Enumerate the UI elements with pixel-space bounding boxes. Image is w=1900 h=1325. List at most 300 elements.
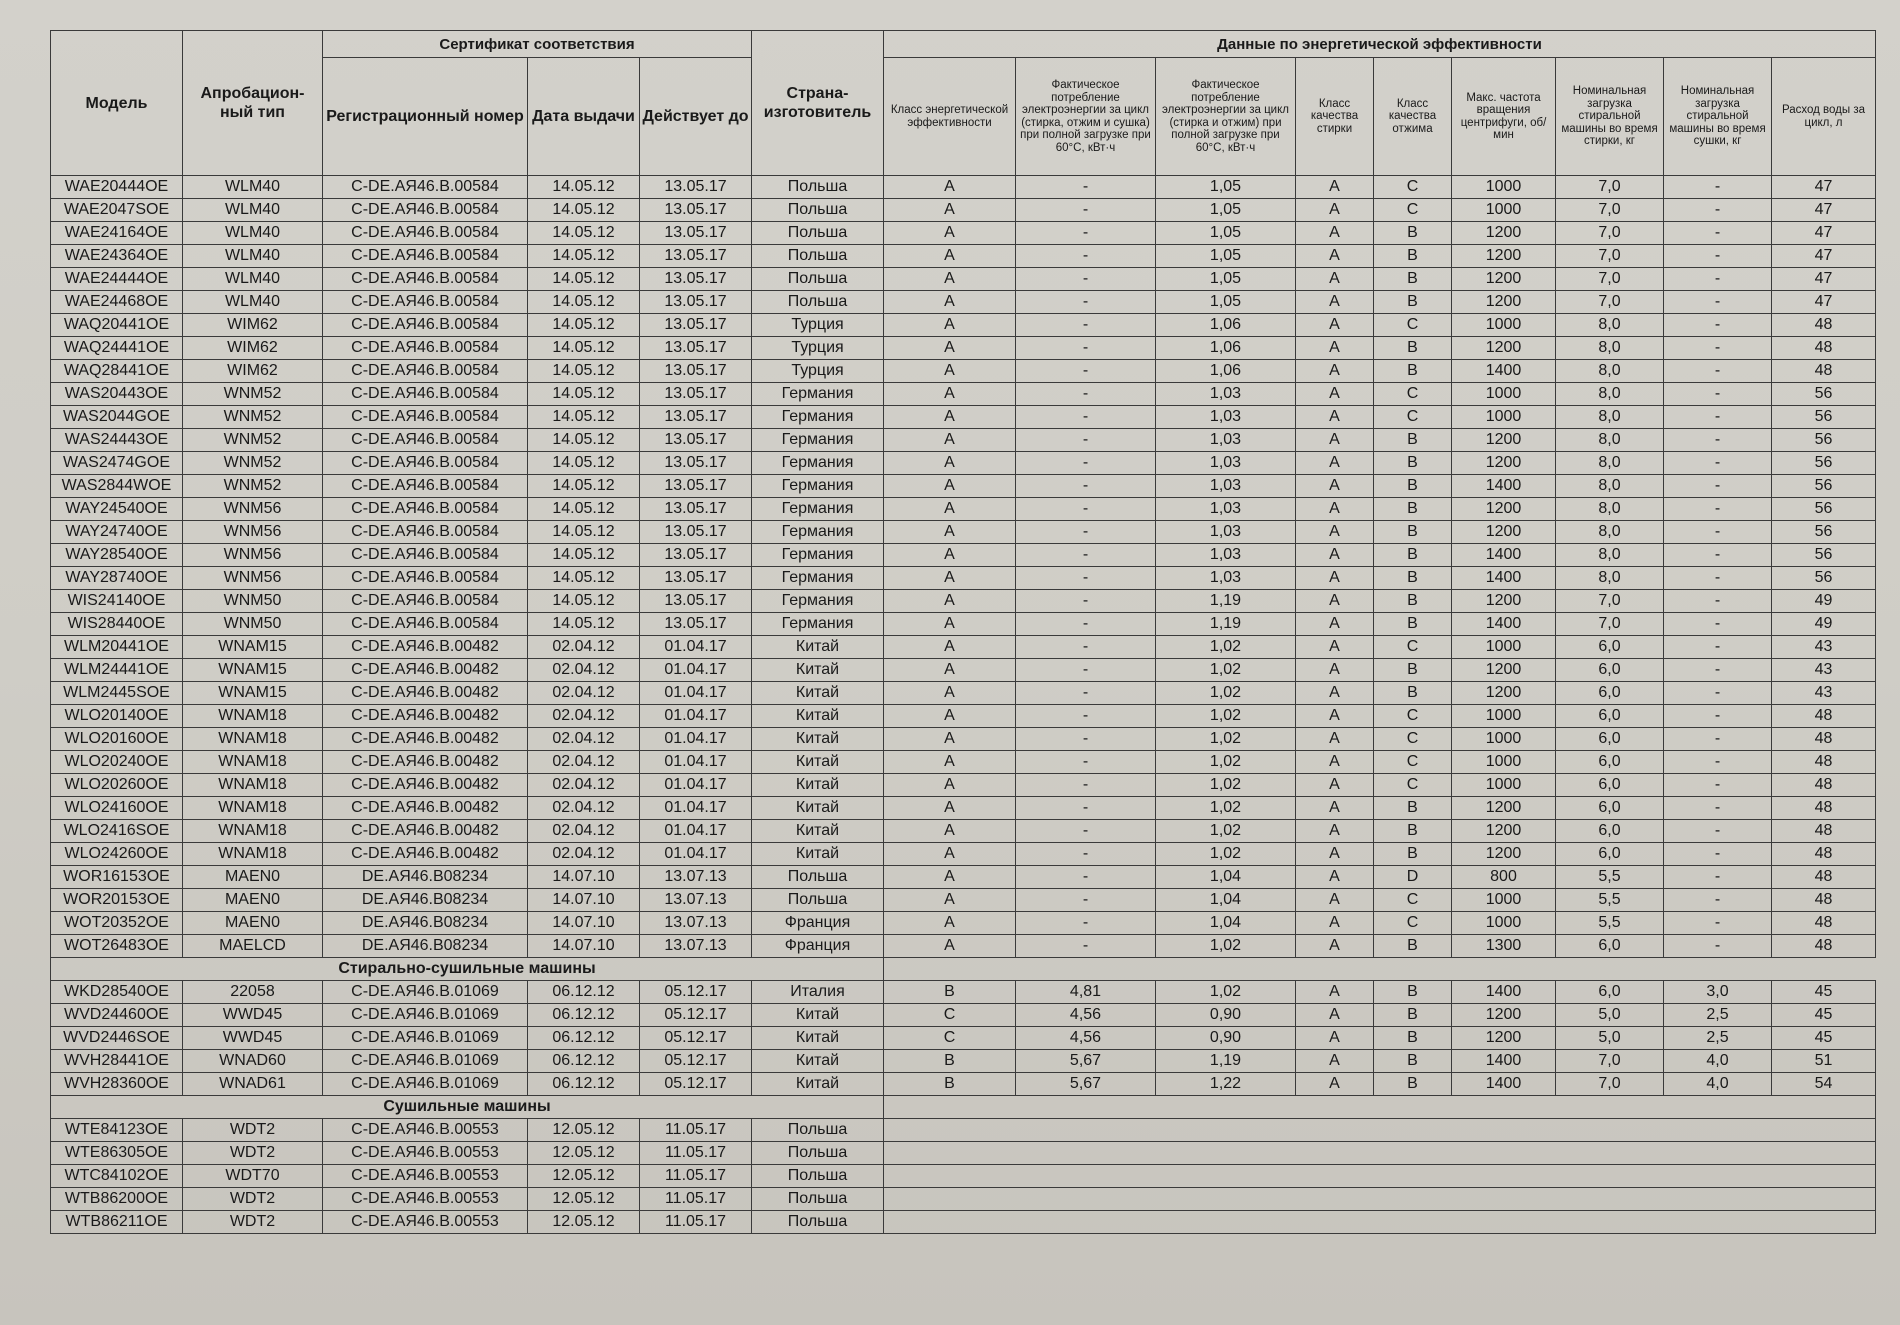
cell-energy-wash-spin: 1,02 bbox=[1156, 981, 1296, 1004]
table-row bbox=[51, 774, 1876, 797]
cell-issue-date: 14.05.12 bbox=[528, 360, 640, 383]
cell-spin-quality: B bbox=[1374, 291, 1452, 314]
cell-energy-wash-spin: 1,03 bbox=[1156, 452, 1296, 475]
table-row bbox=[51, 889, 1876, 912]
section-spacer bbox=[884, 958, 1876, 981]
cell-model: WKD28540OE bbox=[51, 981, 183, 1004]
cell-reg-number: C-DE.АЯ46.В.01069 bbox=[323, 981, 528, 1004]
cell-load-wash: 6,0 bbox=[1556, 728, 1664, 751]
cell-spin-quality: B bbox=[1374, 981, 1452, 1004]
cell-load-dry: - bbox=[1664, 751, 1772, 774]
cell-max-rpm: 1400 bbox=[1452, 475, 1556, 498]
cell-valid-until: 11.05.17 bbox=[640, 1142, 752, 1165]
cell-load-dry: - bbox=[1664, 705, 1772, 728]
cell-valid-until: 13.05.17 bbox=[640, 567, 752, 590]
cell-country: Германия bbox=[752, 406, 884, 429]
cell-max-rpm: 1200 bbox=[1452, 1004, 1556, 1027]
cell-energy-class: C bbox=[884, 1004, 1016, 1027]
cell-wash-quality: A bbox=[1296, 222, 1374, 245]
certificate-table bbox=[50, 30, 1876, 1234]
cell-wash-quality: A bbox=[1296, 383, 1374, 406]
table-row bbox=[51, 452, 1876, 475]
cell-water: 48 bbox=[1772, 889, 1876, 912]
cell-max-rpm: 1200 bbox=[1452, 498, 1556, 521]
cell-energy-wash-spin: 1,22 bbox=[1156, 1073, 1296, 1096]
cell-load-dry: - bbox=[1664, 567, 1772, 590]
cell-valid-until: 13.05.17 bbox=[640, 521, 752, 544]
cell-load-dry: 3,0 bbox=[1664, 981, 1772, 1004]
cell-energy-wash-dry: - bbox=[1016, 912, 1156, 935]
cell-energy-wash-spin: 1,03 bbox=[1156, 383, 1296, 406]
cell-spin-quality: B bbox=[1374, 659, 1452, 682]
cell-max-rpm: 1400 bbox=[1452, 1073, 1556, 1096]
cell-max-rpm: 1000 bbox=[1452, 406, 1556, 429]
cell-country: Польша bbox=[752, 245, 884, 268]
table-row bbox=[51, 1188, 1876, 1211]
cell-spin-quality: B bbox=[1374, 935, 1452, 958]
cell-wash-quality: A bbox=[1296, 1073, 1374, 1096]
cell-approval-type: WIM62 bbox=[183, 360, 323, 383]
cell-load-wash: 7,0 bbox=[1556, 1050, 1664, 1073]
cell-energy-wash-dry: - bbox=[1016, 222, 1156, 245]
col-load-dry-header: Номинальная загрузка стиральной машины во время сушки, кг bbox=[1664, 58, 1772, 176]
cell-reg-number: C-DE.АЯ46.В.00584 bbox=[323, 613, 528, 636]
cell-spin-quality: B bbox=[1374, 590, 1452, 613]
cell-model: WOT26483OE bbox=[51, 935, 183, 958]
cell-spin-quality: C bbox=[1374, 636, 1452, 659]
cell-country: Польша bbox=[752, 866, 884, 889]
cell-issue-date: 14.05.12 bbox=[528, 176, 640, 199]
cell-energy-class: A bbox=[884, 544, 1016, 567]
col-energy-class-header: Класс энергетической эффективности bbox=[884, 58, 1016, 176]
cell-valid-until: 01.04.17 bbox=[640, 705, 752, 728]
cell-valid-until: 13.05.17 bbox=[640, 176, 752, 199]
table-row bbox=[51, 544, 1876, 567]
cell-reg-number: C-DE.АЯ46.В.00553 bbox=[323, 1211, 528, 1234]
cell-model: WAS2474GOE bbox=[51, 452, 183, 475]
cell-issue-date: 14.05.12 bbox=[528, 567, 640, 590]
cell-wash-quality: A bbox=[1296, 406, 1374, 429]
cell-water: 47 bbox=[1772, 268, 1876, 291]
cell-model: WAQ20441OE bbox=[51, 314, 183, 337]
cell-energy-wash-dry: - bbox=[1016, 498, 1156, 521]
cell-energy-wash-dry: - bbox=[1016, 291, 1156, 314]
cell-max-rpm: 1400 bbox=[1452, 1050, 1556, 1073]
cell-reg-number: C-DE.АЯ46.В.00584 bbox=[323, 475, 528, 498]
cell-max-rpm: 1000 bbox=[1452, 774, 1556, 797]
cell-energy-class: A bbox=[884, 866, 1016, 889]
cell-country: Китай bbox=[752, 1050, 884, 1073]
empty-area bbox=[884, 1188, 1876, 1211]
cell-water: 48 bbox=[1772, 337, 1876, 360]
section-title: Стирально-сушильные машины bbox=[51, 958, 884, 981]
cell-water: 45 bbox=[1772, 981, 1876, 1004]
cell-load-dry: - bbox=[1664, 199, 1772, 222]
cell-energy-wash-dry: - bbox=[1016, 544, 1156, 567]
cell-energy-class: A bbox=[884, 383, 1016, 406]
cell-issue-date: 14.05.12 bbox=[528, 544, 640, 567]
cell-country: Китай bbox=[752, 1073, 884, 1096]
cell-approval-type: WLM40 bbox=[183, 176, 323, 199]
cell-country: Китай bbox=[752, 705, 884, 728]
cell-valid-until: 13.05.17 bbox=[640, 498, 752, 521]
cell-energy-class: A bbox=[884, 935, 1016, 958]
cell-wash-quality: A bbox=[1296, 613, 1374, 636]
cell-model: WLO24260OE bbox=[51, 843, 183, 866]
cell-spin-quality: C bbox=[1374, 314, 1452, 337]
table-row bbox=[51, 751, 1876, 774]
cell-country: Китай bbox=[752, 1004, 884, 1027]
cell-energy-wash-spin: 1,06 bbox=[1156, 337, 1296, 360]
cell-energy-class: A bbox=[884, 843, 1016, 866]
empty-area bbox=[884, 1165, 1876, 1188]
cell-approval-type: WNAM18 bbox=[183, 751, 323, 774]
table-row bbox=[51, 429, 1876, 452]
cell-approval-type: WIM62 bbox=[183, 337, 323, 360]
cell-energy-class: A bbox=[884, 567, 1016, 590]
cell-model: WAY28540OE bbox=[51, 544, 183, 567]
cell-spin-quality: B bbox=[1374, 1073, 1452, 1096]
cell-issue-date: 14.05.12 bbox=[528, 199, 640, 222]
cell-energy-wash-spin: 1,02 bbox=[1156, 820, 1296, 843]
table-row bbox=[51, 360, 1876, 383]
table-row bbox=[51, 682, 1876, 705]
cell-water: 56 bbox=[1772, 429, 1876, 452]
cell-energy-wash-spin: 1,04 bbox=[1156, 912, 1296, 935]
cell-country: Франция bbox=[752, 935, 884, 958]
cell-water: 48 bbox=[1772, 314, 1876, 337]
cell-issue-date: 12.05.12 bbox=[528, 1188, 640, 1211]
table-row bbox=[51, 659, 1876, 682]
cell-model: WTB86211OE bbox=[51, 1211, 183, 1234]
cell-reg-number: C-DE.АЯ46.В.00553 bbox=[323, 1188, 528, 1211]
cell-issue-date: 14.05.12 bbox=[528, 383, 640, 406]
cell-load-wash: 5,5 bbox=[1556, 866, 1664, 889]
cell-water: 47 bbox=[1772, 199, 1876, 222]
table-row bbox=[51, 521, 1876, 544]
cell-load-wash: 7,0 bbox=[1556, 222, 1664, 245]
cell-load-dry: - bbox=[1664, 245, 1772, 268]
cell-load-wash: 5,5 bbox=[1556, 889, 1664, 912]
cell-energy-class: A bbox=[884, 820, 1016, 843]
cell-energy-wash-dry: 4,81 bbox=[1016, 981, 1156, 1004]
cell-reg-number: C-DE.АЯ46.В.00584 bbox=[323, 176, 528, 199]
table-row bbox=[51, 866, 1876, 889]
cell-valid-until: 13.05.17 bbox=[640, 590, 752, 613]
cell-spin-quality: B bbox=[1374, 429, 1452, 452]
cell-load-dry: 2,5 bbox=[1664, 1004, 1772, 1027]
table-row bbox=[51, 176, 1876, 199]
cell-energy-wash-dry: - bbox=[1016, 429, 1156, 452]
cell-country: Турция bbox=[752, 337, 884, 360]
cell-issue-date: 14.05.12 bbox=[528, 590, 640, 613]
cell-issue-date: 14.05.12 bbox=[528, 268, 640, 291]
cell-reg-number: C-DE.АЯ46.В.01069 bbox=[323, 1073, 528, 1096]
cell-load-wash: 8,0 bbox=[1556, 475, 1664, 498]
cell-country: Германия bbox=[752, 498, 884, 521]
cell-valid-until: 05.12.17 bbox=[640, 1050, 752, 1073]
cell-valid-until: 11.05.17 bbox=[640, 1188, 752, 1211]
cell-model: WOT20352OE bbox=[51, 912, 183, 935]
cell-reg-number: C-DE.АЯ46.В.00482 bbox=[323, 728, 528, 751]
cell-energy-wash-spin: 1,05 bbox=[1156, 176, 1296, 199]
cell-energy-wash-spin: 1,02 bbox=[1156, 797, 1296, 820]
cell-model: WVH28441OE bbox=[51, 1050, 183, 1073]
cell-reg-number: C-DE.АЯ46.В.00584 bbox=[323, 291, 528, 314]
table-row bbox=[51, 981, 1876, 1004]
table-body bbox=[51, 176, 1876, 1234]
table-row bbox=[51, 843, 1876, 866]
table-row bbox=[51, 590, 1876, 613]
cell-model: WAE2047SOE bbox=[51, 199, 183, 222]
cell-spin-quality: C bbox=[1374, 751, 1452, 774]
cell-approval-type: WNM56 bbox=[183, 521, 323, 544]
cell-energy-class: A bbox=[884, 291, 1016, 314]
cell-country: Германия bbox=[752, 567, 884, 590]
cell-energy-class: A bbox=[884, 406, 1016, 429]
cell-energy-wash-spin: 1,05 bbox=[1156, 291, 1296, 314]
cell-max-rpm: 1200 bbox=[1452, 1027, 1556, 1050]
table-row bbox=[51, 291, 1876, 314]
cell-wash-quality: A bbox=[1296, 774, 1374, 797]
cell-valid-until: 11.05.17 bbox=[640, 1119, 752, 1142]
cell-model: WLM20441OE bbox=[51, 636, 183, 659]
cell-approval-type: WNAD61 bbox=[183, 1073, 323, 1096]
cell-water: 48 bbox=[1772, 728, 1876, 751]
cell-energy-wash-dry: - bbox=[1016, 199, 1156, 222]
cell-valid-until: 13.05.17 bbox=[640, 475, 752, 498]
cell-water: 48 bbox=[1772, 866, 1876, 889]
cell-model: WIS28440OE bbox=[51, 613, 183, 636]
cell-spin-quality: C bbox=[1374, 912, 1452, 935]
cell-load-wash: 7,0 bbox=[1556, 199, 1664, 222]
cell-water: 56 bbox=[1772, 567, 1876, 590]
cell-issue-date: 06.12.12 bbox=[528, 1073, 640, 1096]
cell-water: 43 bbox=[1772, 659, 1876, 682]
cell-wash-quality: A bbox=[1296, 912, 1374, 935]
cell-energy-wash-dry: - bbox=[1016, 406, 1156, 429]
section-spacer bbox=[884, 1096, 1876, 1119]
cell-reg-number: C-DE.АЯ46.В.00482 bbox=[323, 636, 528, 659]
cell-wash-quality: A bbox=[1296, 1050, 1374, 1073]
cell-energy-wash-spin: 1,03 bbox=[1156, 544, 1296, 567]
cell-energy-class: B bbox=[884, 1050, 1016, 1073]
cell-wash-quality: A bbox=[1296, 291, 1374, 314]
cell-reg-number: C-DE.АЯ46.В.00584 bbox=[323, 199, 528, 222]
cell-approval-type: WDT2 bbox=[183, 1119, 323, 1142]
cell-load-dry: - bbox=[1664, 475, 1772, 498]
col-max-rpm-header: Макс. частота вращения центрифуги, об/мин bbox=[1452, 58, 1556, 176]
cell-wash-quality: A bbox=[1296, 544, 1374, 567]
cell-issue-date: 06.12.12 bbox=[528, 1050, 640, 1073]
cell-load-wash: 8,0 bbox=[1556, 452, 1664, 475]
cell-issue-date: 02.04.12 bbox=[528, 659, 640, 682]
cell-energy-class: A bbox=[884, 728, 1016, 751]
cell-approval-type: WNM56 bbox=[183, 498, 323, 521]
cell-approval-type: WLM40 bbox=[183, 291, 323, 314]
cell-load-dry: - bbox=[1664, 268, 1772, 291]
cell-energy-wash-dry: - bbox=[1016, 728, 1156, 751]
cell-energy-wash-spin: 1,04 bbox=[1156, 866, 1296, 889]
cell-energy-wash-dry: - bbox=[1016, 452, 1156, 475]
cell-approval-type: WNM50 bbox=[183, 613, 323, 636]
cell-load-dry: - bbox=[1664, 820, 1772, 843]
cell-approval-type: WNAD60 bbox=[183, 1050, 323, 1073]
cell-model: WAY28740OE bbox=[51, 567, 183, 590]
cell-approval-type: WNM52 bbox=[183, 475, 323, 498]
cell-approval-type: WDT2 bbox=[183, 1142, 323, 1165]
cell-country: Франция bbox=[752, 912, 884, 935]
table-row bbox=[51, 567, 1876, 590]
cell-issue-date: 12.05.12 bbox=[528, 1165, 640, 1188]
cell-spin-quality: B bbox=[1374, 820, 1452, 843]
cell-energy-class: A bbox=[884, 590, 1016, 613]
cell-load-wash: 5,0 bbox=[1556, 1004, 1664, 1027]
cell-wash-quality: A bbox=[1296, 705, 1374, 728]
cell-max-rpm: 1200 bbox=[1452, 797, 1556, 820]
table-row bbox=[51, 1211, 1876, 1234]
cell-valid-until: 13.05.17 bbox=[640, 452, 752, 475]
cell-issue-date: 06.12.12 bbox=[528, 1027, 640, 1050]
cell-water: 54 bbox=[1772, 1073, 1876, 1096]
section-header-row bbox=[51, 958, 1876, 981]
cell-max-rpm: 1400 bbox=[1452, 613, 1556, 636]
cell-reg-number: C-DE.АЯ46.В.00553 bbox=[323, 1165, 528, 1188]
cell-valid-until: 11.05.17 bbox=[640, 1165, 752, 1188]
cell-reg-number: C-DE.АЯ46.В.00584 bbox=[323, 383, 528, 406]
cell-load-wash: 6,0 bbox=[1556, 935, 1664, 958]
cell-country: Китай bbox=[752, 682, 884, 705]
cell-load-wash: 7,0 bbox=[1556, 291, 1664, 314]
cell-spin-quality: B bbox=[1374, 498, 1452, 521]
cell-approval-type: WNAM18 bbox=[183, 797, 323, 820]
cell-reg-number: C-DE.АЯ46.В.00584 bbox=[323, 314, 528, 337]
cell-valid-until: 01.04.17 bbox=[640, 728, 752, 751]
cell-load-dry: - bbox=[1664, 176, 1772, 199]
cell-model: WAE24164OE bbox=[51, 222, 183, 245]
cell-max-rpm: 1200 bbox=[1452, 245, 1556, 268]
cell-model: WAS24443OE bbox=[51, 429, 183, 452]
cell-valid-until: 13.05.17 bbox=[640, 337, 752, 360]
cell-model: WAQ28441OE bbox=[51, 360, 183, 383]
cell-valid-until: 13.07.13 bbox=[640, 889, 752, 912]
cell-issue-date: 02.04.12 bbox=[528, 636, 640, 659]
cell-energy-wash-spin: 1,05 bbox=[1156, 245, 1296, 268]
cell-energy-wash-spin: 0,90 bbox=[1156, 1027, 1296, 1050]
cell-energy-class: B bbox=[884, 981, 1016, 1004]
cell-load-dry: - bbox=[1664, 291, 1772, 314]
cell-energy-class: A bbox=[884, 636, 1016, 659]
cell-country: Италия bbox=[752, 981, 884, 1004]
cell-issue-date: 02.04.12 bbox=[528, 728, 640, 751]
cell-valid-until: 13.05.17 bbox=[640, 544, 752, 567]
col-water-header: Расход воды за цикл, л bbox=[1772, 58, 1876, 176]
cell-load-dry: 2,5 bbox=[1664, 1027, 1772, 1050]
cell-water: 56 bbox=[1772, 544, 1876, 567]
cell-wash-quality: A bbox=[1296, 797, 1374, 820]
cell-energy-class: A bbox=[884, 797, 1016, 820]
cell-load-wash: 7,0 bbox=[1556, 590, 1664, 613]
cell-approval-type: WDT2 bbox=[183, 1211, 323, 1234]
cell-valid-until: 13.05.17 bbox=[640, 383, 752, 406]
cell-spin-quality: B bbox=[1374, 567, 1452, 590]
cell-energy-wash-spin: 1,05 bbox=[1156, 268, 1296, 291]
cell-approval-type: WNM52 bbox=[183, 383, 323, 406]
cell-load-dry: - bbox=[1664, 912, 1772, 935]
cell-energy-wash-spin: 1,02 bbox=[1156, 774, 1296, 797]
cell-energy-wash-dry: - bbox=[1016, 705, 1156, 728]
cell-reg-number: C-DE.АЯ46.В.00482 bbox=[323, 659, 528, 682]
cell-water: 45 bbox=[1772, 1027, 1876, 1050]
cell-load-dry: - bbox=[1664, 797, 1772, 820]
cell-water: 43 bbox=[1772, 636, 1876, 659]
cell-load-wash: 8,0 bbox=[1556, 406, 1664, 429]
cell-reg-number: C-DE.АЯ46.В.01069 bbox=[323, 1050, 528, 1073]
cell-max-rpm: 1200 bbox=[1452, 843, 1556, 866]
cell-reg-number: C-DE.АЯ46.В.00482 bbox=[323, 797, 528, 820]
cell-reg-number: C-DE.АЯ46.В.00584 bbox=[323, 498, 528, 521]
cell-energy-class: A bbox=[884, 751, 1016, 774]
cell-spin-quality: B bbox=[1374, 452, 1452, 475]
cell-spin-quality: B bbox=[1374, 1027, 1452, 1050]
cell-approval-type: WNM56 bbox=[183, 567, 323, 590]
cell-water: 56 bbox=[1772, 406, 1876, 429]
cell-spin-quality: B bbox=[1374, 268, 1452, 291]
col-model-header: Модель bbox=[51, 31, 183, 176]
cell-model: WOR20153OE bbox=[51, 889, 183, 912]
cell-wash-quality: A bbox=[1296, 199, 1374, 222]
cell-energy-wash-spin: 1,02 bbox=[1156, 843, 1296, 866]
cell-max-rpm: 1200 bbox=[1452, 291, 1556, 314]
cell-energy-class: A bbox=[884, 199, 1016, 222]
cell-valid-until: 13.05.17 bbox=[640, 291, 752, 314]
certificate-group-header: Сертификат соответствия bbox=[323, 31, 752, 58]
cell-model: WOR16153OE bbox=[51, 866, 183, 889]
cell-load-wash: 8,0 bbox=[1556, 337, 1664, 360]
col-reg-number-header: Регистрационный номер bbox=[323, 58, 528, 176]
table-row bbox=[51, 475, 1876, 498]
table-row bbox=[51, 498, 1876, 521]
cell-valid-until: 13.05.17 bbox=[640, 222, 752, 245]
cell-wash-quality: A bbox=[1296, 268, 1374, 291]
cell-load-dry: 4,0 bbox=[1664, 1073, 1772, 1096]
cell-load-wash: 7,0 bbox=[1556, 245, 1664, 268]
cell-issue-date: 14.07.10 bbox=[528, 912, 640, 935]
cell-reg-number: C-DE.АЯ46.В.01069 bbox=[323, 1004, 528, 1027]
cell-issue-date: 14.05.12 bbox=[528, 291, 640, 314]
cell-energy-wash-dry: - bbox=[1016, 659, 1156, 682]
cell-energy-class: B bbox=[884, 1073, 1016, 1096]
cell-energy-class: A bbox=[884, 498, 1016, 521]
cell-model: WTB86200OE bbox=[51, 1188, 183, 1211]
cell-spin-quality: B bbox=[1374, 337, 1452, 360]
cell-spin-quality: B bbox=[1374, 521, 1452, 544]
cell-energy-wash-dry: - bbox=[1016, 843, 1156, 866]
cell-energy-wash-dry: - bbox=[1016, 889, 1156, 912]
cell-model: WLO20260OE bbox=[51, 774, 183, 797]
cell-reg-number: C-DE.АЯ46.В.00482 bbox=[323, 705, 528, 728]
cell-valid-until: 13.07.13 bbox=[640, 912, 752, 935]
cell-wash-quality: A bbox=[1296, 935, 1374, 958]
cell-spin-quality: B bbox=[1374, 475, 1452, 498]
cell-country: Турция bbox=[752, 360, 884, 383]
cell-wash-quality: A bbox=[1296, 452, 1374, 475]
cell-wash-quality: A bbox=[1296, 245, 1374, 268]
cell-approval-type: MAEN0 bbox=[183, 889, 323, 912]
cell-water: 56 bbox=[1772, 383, 1876, 406]
cell-energy-wash-dry: - bbox=[1016, 613, 1156, 636]
cell-wash-quality: A bbox=[1296, 521, 1374, 544]
